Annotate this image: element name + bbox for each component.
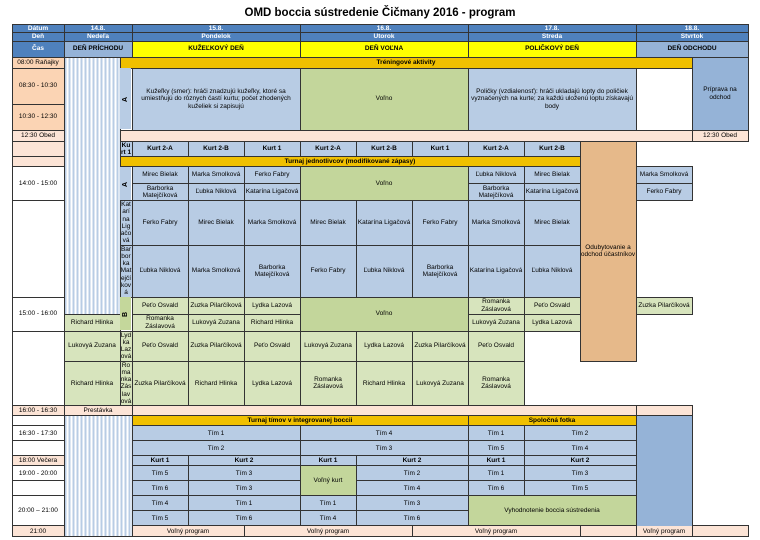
match-cell: Romanka Záslavová [132, 314, 188, 331]
match-cell: Romanka Záslavová [468, 297, 524, 314]
court-wed-2b: Kurt 2-B [524, 141, 580, 157]
court-team-mon-1: Kurt 1 [132, 456, 188, 466]
match-cell: Romanka Záslavová [468, 361, 524, 406]
team-cell: Tím 1 [132, 426, 300, 441]
prestavka: Prestávka [64, 406, 132, 416]
volny-kurt: Voľný kurt [300, 466, 356, 496]
odubytovanie: Odubytovanie a odchod účastníkov [580, 141, 636, 361]
court-mon-2a: Kurt 2-A [132, 141, 188, 157]
team-cell: Tím 5 [132, 511, 188, 526]
time-1630-cont [12, 441, 64, 456]
court-mon-1: Kurt 1 [120, 141, 132, 156]
team-cell: Tím 1 [300, 496, 356, 511]
daytype-volna: DEŇ VOĽNA [300, 41, 468, 57]
page-title: OMD boccia sústredenie Čičmany 2016 - program [244, 7, 516, 19]
header-datum: Dátum [12, 25, 64, 33]
prestavka-band [132, 406, 636, 416]
date-14: 14.8. [64, 25, 132, 33]
daytype-kuzelkovy: KUŽEĽKOVÝ DEŇ [132, 41, 300, 57]
day-stvrtok: Štvrtok [636, 33, 748, 41]
spacer-turnaj-timov [12, 416, 64, 426]
match-cell: Lukovyá Zuzana [412, 361, 468, 406]
day-nedela: Nedeľa [64, 33, 132, 41]
match-cell: Barborka Matejčíková [468, 184, 524, 201]
match-cell: Zuzka Pilarčíková [188, 331, 244, 361]
match-cell: Richard Hlinka [64, 314, 120, 331]
match-cell: Peťo Osvald [132, 297, 188, 314]
match-cell: Katarína Ligačová [524, 184, 580, 201]
match-cell: Marka Smolková [188, 167, 244, 184]
daytype-odchod: DEŇ ODCHODU [636, 41, 748, 57]
tue-volno-a: Voľno [300, 167, 468, 201]
court-wed-2a: Kurt 2-A [468, 141, 524, 157]
desc-kuzelky: Kužeľky (smer): hráči znadzujú kužeľky, ktoré sa umiestňujú do rôznych častí kurtu; počet zhodených kuželiek si zapisujú [132, 68, 300, 130]
match-cell: Ferko Fabry [412, 201, 468, 246]
team-cell: Tím 4 [300, 426, 468, 441]
court-tue-2b: Kurt 2-B [356, 141, 412, 157]
time-1030: 10:30 - 12:30 [12, 104, 64, 130]
prestavka-right [636, 406, 692, 416]
team-cell: Tím 3 [188, 466, 300, 481]
day-utorok: Utorok [300, 33, 468, 41]
priprava-odchod: Príprava na odchod [692, 57, 748, 130]
daytype-prichod: DEŇ PRÍCHODU [64, 41, 132, 57]
time-1900: 19:00 - 20:00 [12, 466, 64, 481]
team-cell: Tím 2 [524, 426, 636, 441]
court-team-tue-2: Kurt 2 [356, 456, 468, 466]
program-table [12, 24, 749, 537]
match-cell: Mirec Bielak [524, 167, 580, 184]
team-cell: Tím 4 [300, 511, 356, 526]
match-cell: Katarína Ligačová [356, 201, 412, 246]
match-cell: Lukovyá Zuzana [468, 314, 524, 331]
match-cell: Ferko Fabry [636, 184, 692, 201]
time-ranajky: 08:00 Raňajky [12, 57, 64, 68]
team-cell: Tím 6 [356, 511, 468, 526]
time-obed: 12:30 Obed [12, 130, 64, 141]
match-cell: Lukovyá Zuzana [300, 331, 356, 361]
match-cell: Mirec Bielak [300, 201, 356, 246]
court-mon-2b: Kurt 2-B [188, 141, 244, 157]
match-cell: Lydka Lazová [244, 361, 300, 406]
match-cell: Barborka Matejčíková [132, 184, 188, 201]
match-cell: Romanka Záslavová [120, 361, 132, 405]
court-tue-1: Kurt 1 [244, 141, 300, 157]
tue-morning-volno: Voľno [300, 68, 468, 130]
match-cell: Barborka Matejčíková [412, 245, 468, 297]
date-16: 16.8. [300, 25, 468, 33]
time-0830: 08:30 - 10:30 [12, 68, 64, 104]
section-turnaj-jednotlivcov: Turnaj jednotlivcov (modifikované zápasy) [120, 157, 580, 167]
time-1500-cont [12, 331, 64, 406]
thursday-block [636, 416, 692, 537]
team-cell: Tím 1 [188, 496, 300, 511]
daytype-polickovy: POLIČKOVÝ DEŇ [468, 41, 636, 57]
team-cell: Tím 5 [132, 466, 188, 481]
match-cell: Lydka Lazová [356, 331, 412, 361]
match-cell: Marka Smolková [188, 245, 244, 297]
team-cell: Tím 4 [524, 441, 636, 456]
match-cell: Marka Smolková [468, 201, 524, 246]
match-cell: Lydka Lazová [244, 297, 300, 314]
tue-volno-b: Voľno [300, 297, 468, 331]
time-obed-right: 12:30 Obed [692, 130, 748, 141]
court-tue-2a: Kurt 2-A [300, 141, 356, 157]
team-cell: Tím 5 [468, 441, 524, 456]
match-cell: Mirec Bielak [132, 167, 188, 184]
match-cell: Richard Hlinka [356, 361, 412, 406]
match-cell: Mirec Bielak [188, 201, 244, 246]
team-cell: Tím 1 [468, 426, 524, 441]
section-treningove: Tréningové aktivity [120, 57, 692, 68]
time-1400: 14:00 - 15:00 [12, 167, 64, 201]
court-team-wed-2: Kurt 2 [524, 456, 636, 466]
match-cell: Peťo Osvald [524, 297, 580, 314]
match-cell: Peťo Osvald [244, 331, 300, 361]
team-cell: Tím 2 [132, 441, 300, 456]
team-cell: Tím 4 [356, 481, 468, 496]
match-cell: Katarína Ligačová [468, 245, 524, 297]
match-cell: Ľubka Niklová [524, 245, 580, 297]
team-cell: Tím 1 [468, 466, 524, 481]
team-cell: Tím 4 [132, 496, 188, 511]
match-cell: Mirec Bielak [524, 201, 580, 246]
date-17: 17.8. [468, 25, 636, 33]
section-turnaj-timov: Turnaj tímov v integrovanej boccii [132, 416, 468, 426]
match-cell: Marka Smolková [636, 167, 692, 184]
team-cell: Tím 3 [188, 481, 300, 496]
match-cell: Lukovyá Zuzana [64, 331, 120, 361]
team-cell: Tím 6 [132, 481, 188, 496]
volny-program-tue: Voľný program [412, 526, 580, 537]
header-cas: Čas [12, 41, 64, 57]
time-1900-cont [12, 481, 64, 496]
match-cell: Zuzka Pilarčíková [132, 361, 188, 406]
match-cell: Marka Smolková [244, 201, 300, 246]
time-1400-cont [12, 201, 64, 297]
header-den: Deň [12, 33, 64, 41]
match-cell: Lydka Lazová [524, 314, 580, 331]
sunday-block-2 [64, 416, 132, 537]
group-a-morning: A [120, 68, 132, 130]
match-cell: Katarína Ligačová [120, 201, 132, 245]
match-cell: Ľubka Niklová [468, 167, 524, 184]
spacer-turnaj-left [12, 141, 64, 157]
court-team-tue-1: Kurt 1 [300, 456, 356, 466]
time-vecera: 18:00 Večera [12, 456, 64, 466]
sunday-block [64, 57, 120, 314]
match-cell: Ľubka Niklová [188, 184, 244, 201]
vyhodnotenie: Vyhodnotenie boccia sústredenia [468, 496, 636, 526]
group-b-afternoon: B [120, 297, 132, 331]
time-1600: 16:00 - 16:30 [12, 406, 64, 416]
match-cell: Barborka Matejčíková [244, 245, 300, 297]
volny-program-mon: Voľný program [244, 526, 412, 537]
match-cell: Richard Hlinka [188, 361, 244, 406]
group-a-afternoon: A [120, 167, 132, 201]
time-1630: 16:30 - 17:30 [12, 426, 64, 441]
time-2000: 20:00 – 21:00 [12, 496, 64, 526]
match-cell: Richard Hlinka [64, 361, 120, 406]
team-cell: Tím 3 [300, 441, 468, 456]
match-cell: Zuzka Pilarčíková [636, 297, 692, 314]
day-streda: Streda [468, 33, 636, 41]
time-1500: 15:00 - 16:00 [12, 297, 64, 331]
team-cell: Tím 6 [468, 481, 524, 496]
match-cell: Barborka Matejčíková [120, 245, 132, 297]
court-wed-1: Kurt 1 [412, 141, 468, 157]
volny-program-sun: Voľný program [132, 526, 244, 537]
match-cell: Ferko Fabry [132, 201, 188, 246]
desc-policky: Poličky (vzdialenosť): hráči ukladajú lopty do poličiek vyznačených na kurte; za každú uloženú loptu získavajú body [468, 68, 636, 130]
court-team-mon-2: Kurt 2 [188, 456, 300, 466]
match-cell: Peťo Osvald [468, 331, 524, 361]
team-cell: Tím 6 [188, 511, 300, 526]
day-pondelok: Pondelok [132, 33, 300, 41]
section-spolocna-fotka: Spoločná fotka [468, 416, 636, 426]
obed-band [120, 130, 692, 141]
volny-program-wed: Voľný program [580, 526, 748, 537]
match-cell: Zuzka Pilarčíková [412, 331, 468, 361]
match-cell: Richard Hlinka [244, 314, 300, 331]
match-cell: Ľubka Niklová [356, 245, 412, 297]
match-cell: Zuzka Pilarčíková [188, 297, 244, 314]
team-cell: Tím 5 [524, 481, 636, 496]
team-cell: Tím 3 [524, 466, 636, 481]
time-2100: 21:00 [12, 526, 64, 537]
spacer-banner-left [12, 157, 64, 167]
match-cell: Lydka Lazová [120, 331, 132, 361]
court-team-wed-1: Kurt 1 [468, 456, 524, 466]
match-cell: Lukovyá Zuzana [188, 314, 244, 331]
date-18: 18.8. [636, 25, 748, 33]
team-cell: Tím 3 [356, 496, 468, 511]
team-cell: Tím 2 [356, 466, 468, 481]
match-cell: Katarína Ligačová [244, 184, 300, 201]
match-cell: Ľubka Niklová [132, 245, 188, 297]
match-cell: Peťo Osvald [132, 331, 188, 361]
date-15: 15.8. [132, 25, 300, 33]
match-cell: Romanka Záslavová [300, 361, 356, 406]
match-cell: Ferko Fabry [300, 245, 356, 297]
match-cell: Ferko Fabry [244, 167, 300, 184]
